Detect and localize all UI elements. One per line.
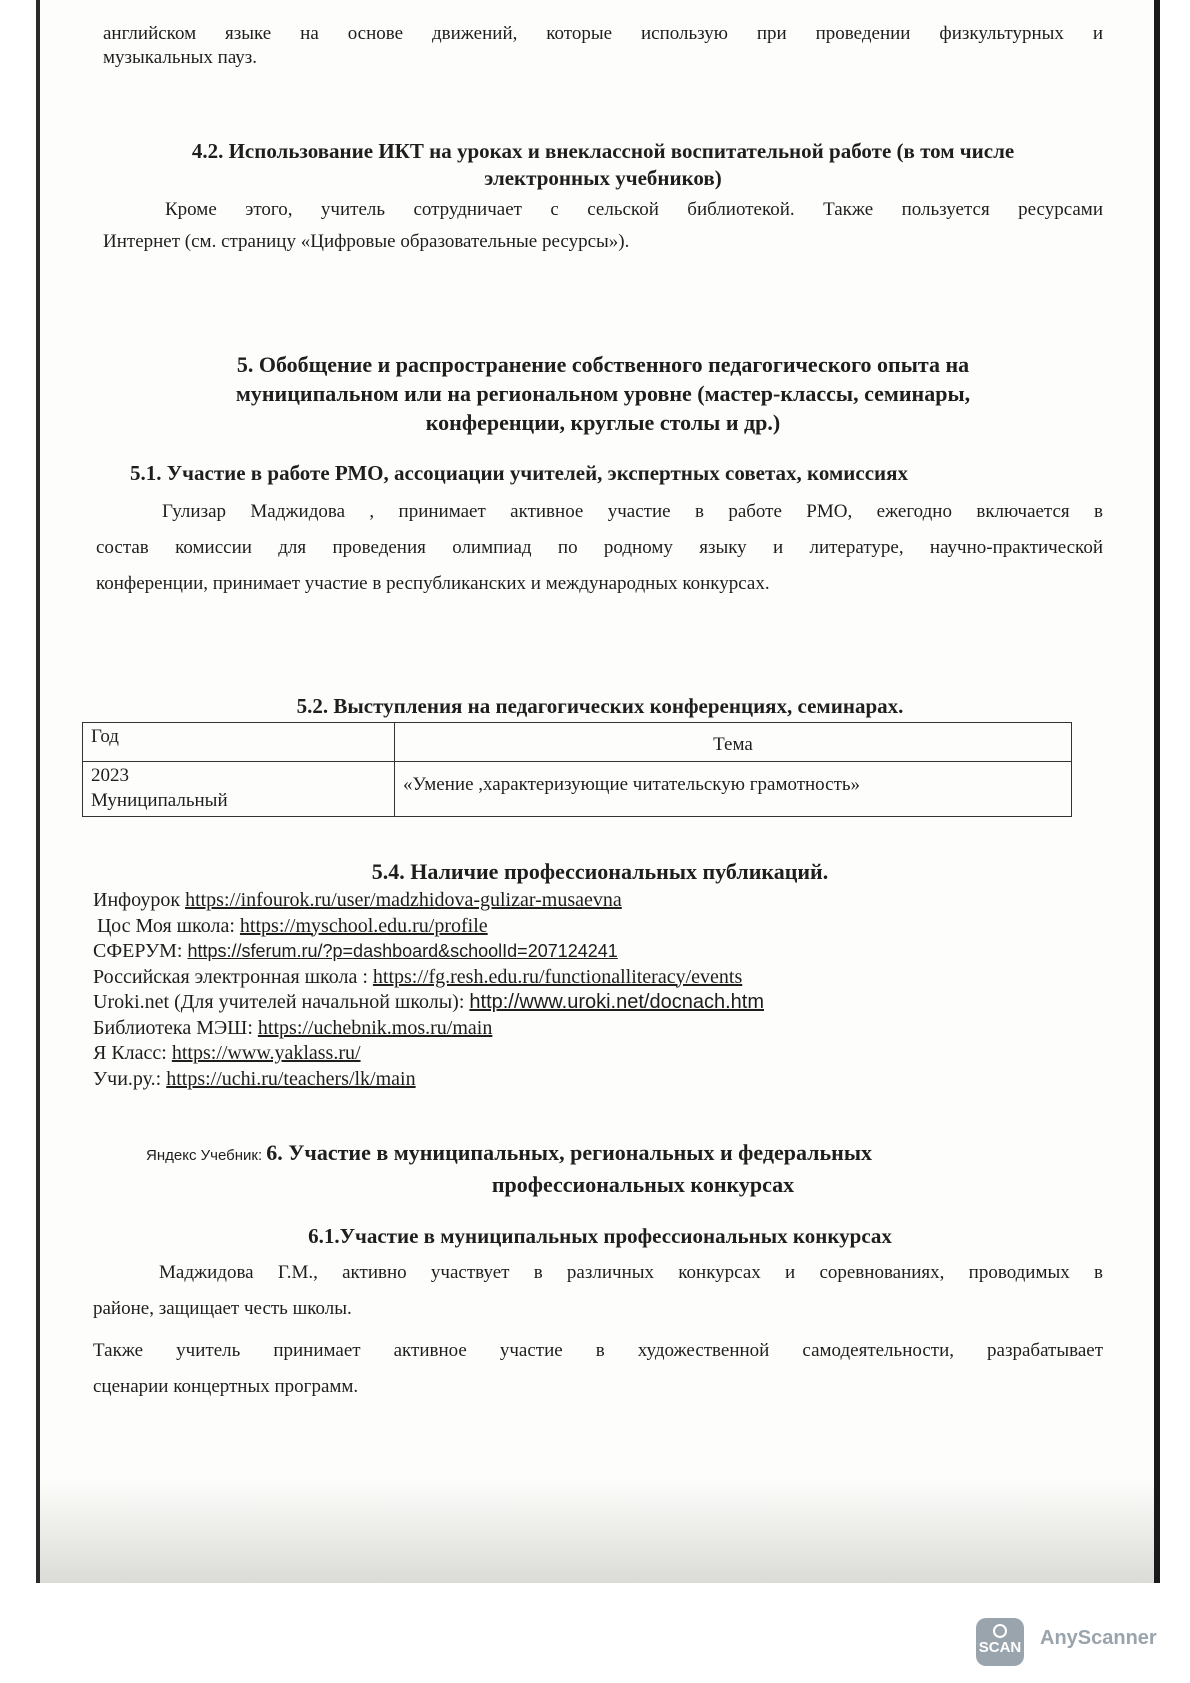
section-6-heading-line-1: Яндекс Учебник: 6. Участие в муниципальных, региональных и федеральных bbox=[146, 1140, 873, 1165]
publication-resh: Российская электронная школа : https://fg.resh.edu.ru/functionalliteracy/events bbox=[93, 965, 743, 988]
link-sferum[interactable]: https://sferum.ru/?p=dashboard&schoolId=207124241 bbox=[187, 941, 618, 961]
section-4-2-line-2: Интернет (см. страницу «Цифровые образовательные ресурсы»). bbox=[103, 231, 630, 252]
section-4-2-heading bbox=[108, 138, 1098, 192]
intro-line-1: английском языке на основе движений, которые использую при проведении физкультурных и bbox=[103, 23, 1103, 44]
cell-topic: «Умение ,характеризующие читательскую грамотность» bbox=[395, 762, 1072, 817]
section-6-1-heading: 6.1.Участие в муниципальных профессиональных конкурсах bbox=[308, 1224, 892, 1248]
link-infourok[interactable]: https://infourok.ru/user/madzhidova-gulizar-musaevna bbox=[185, 889, 622, 911]
section-6-heading-line-2: профессиональных конкурсах bbox=[491, 1172, 795, 1197]
section-5-1-line-2: состав комиссии для проведения олимпиад по родному языку и литературе, научно-практической bbox=[96, 537, 1103, 558]
bottom-shadow bbox=[40, 1480, 1154, 1583]
link-resh[interactable]: https://fg.resh.edu.ru/functionalliteracy/events bbox=[372, 965, 743, 988]
header-year: Год bbox=[83, 723, 395, 762]
scanner-brand: AnyScanner bbox=[1040, 1627, 1157, 1649]
section-5-1-paragraph bbox=[96, 494, 1103, 602]
publication-infourok: Инфоурок https://infourok.ru/user/madzhidova-gulizar-musaevna bbox=[93, 889, 622, 911]
scanner-logo-icon bbox=[976, 1618, 1024, 1666]
link-mesh[interactable]: https://uchebnik.mos.ru/main bbox=[257, 1016, 493, 1039]
speeches-table bbox=[82, 722, 1072, 817]
section-6-1-line-4: сценарии концертных программ. bbox=[93, 1376, 359, 1397]
section-6-heading bbox=[146, 1138, 1096, 1199]
section-6-1-line-2: районе, защищает честь школы. bbox=[93, 1298, 352, 1319]
yandex-prefix: Яндекс Учебник: bbox=[146, 1147, 267, 1164]
link-yaklass[interactable]: https://www.yaklass.ru/ bbox=[171, 1042, 361, 1064]
link-uchi[interactable]: https://uchi.ru/teachers/lk/main bbox=[166, 1067, 416, 1090]
section-5-heading-line-2: муниципальном или на региональном уровне (мастер-классы, семинары, bbox=[235, 381, 971, 406]
section-6-1-line-3: Также учитель принимает активное участие в художественной самодеятельности, разрабатывает bbox=[93, 1340, 1103, 1361]
page-right-edge bbox=[1154, 0, 1160, 1583]
section-6-1-line-1: Маджидова Г.М., активно участвует в различных конкурсах и соревнованиях, проводимых в bbox=[159, 1262, 1103, 1283]
section-5-1-line-3: конференции, принимает участие в республиканских и международных конкурсах. bbox=[96, 573, 770, 594]
table-header-row bbox=[83, 723, 1072, 762]
publication-uroki: Uroki.net (Для учителей начальной школы): http://www.uroki.net/docnach.htm bbox=[93, 991, 764, 1013]
header-topic: Тема bbox=[395, 723, 1072, 762]
section-4-2-heading-line-1: 4.2. Использование ИКТ на уроках и внеклассной воспитательной работе (в том числе bbox=[191, 139, 1015, 163]
publication-yaklass: Я Класс: https://www.yaklass.ru/ bbox=[93, 1042, 361, 1064]
section-4-2-line-1: Кроме этого, учитель сотрудничает с сельской библиотекой. Также пользуется ресурсами bbox=[165, 199, 1103, 220]
section-5-1-line-1: Гулизар Маджидова , принимает активное участие в работе РМО, ежегодно включается в bbox=[162, 501, 1103, 522]
table-row bbox=[83, 762, 1072, 817]
section-4-2-heading-line-2: электронных учебников) bbox=[484, 166, 722, 190]
publication-uchi: Учи.ру.: https://uchi.ru/teachers/lk/main bbox=[93, 1067, 416, 1090]
cell-level-value: Муниципальный bbox=[91, 790, 228, 811]
scanner-logo-text: SCAN bbox=[978, 1639, 1022, 1656]
intro-paragraph bbox=[103, 22, 1103, 70]
page-left-edge bbox=[36, 0, 40, 1583]
publication-myschool: Цос Моя школа: https://myschool.edu.ru/profile bbox=[97, 914, 488, 937]
section-5-1-heading: 5.1. Участие в работе РМО, ассоциации учителей, экспертных советах, комиссиях bbox=[130, 461, 908, 485]
section-5-heading bbox=[108, 350, 1098, 437]
publications-list bbox=[93, 888, 1093, 1092]
section-5-4-heading: 5.4. Наличие профессиональных публикаций. bbox=[371, 859, 829, 884]
section-5-2-heading: 5.2. Выступления на педагогических конференциях, семинарах. bbox=[296, 694, 904, 718]
section-6-1-paragraph bbox=[93, 1255, 1103, 1405]
cell-year-value: 2023 bbox=[91, 765, 129, 786]
section-5-heading-line-1: 5. Обобщение и распространение собственного педагогического опыта на bbox=[236, 352, 970, 377]
intro-line-2: музыкальных пауз. bbox=[103, 47, 258, 68]
section-5-heading-line-3: конференции, круглые столы и др.) bbox=[425, 410, 781, 435]
publication-sferum: СФЕРУМ: https://sferum.ru/?p=dashboard&schoolId=207124241 bbox=[93, 940, 618, 962]
cell-year bbox=[83, 762, 395, 817]
section-4-2-paragraph bbox=[103, 194, 1103, 258]
link-uroki[interactable]: http://www.uroki.net/docnach.htm bbox=[469, 991, 764, 1013]
link-myschool[interactable]: https://myschool.edu.ru/profile bbox=[239, 914, 488, 937]
publication-mesh: Библиотека МЭШ: https://uchebnik.mos.ru/main bbox=[93, 1016, 493, 1039]
